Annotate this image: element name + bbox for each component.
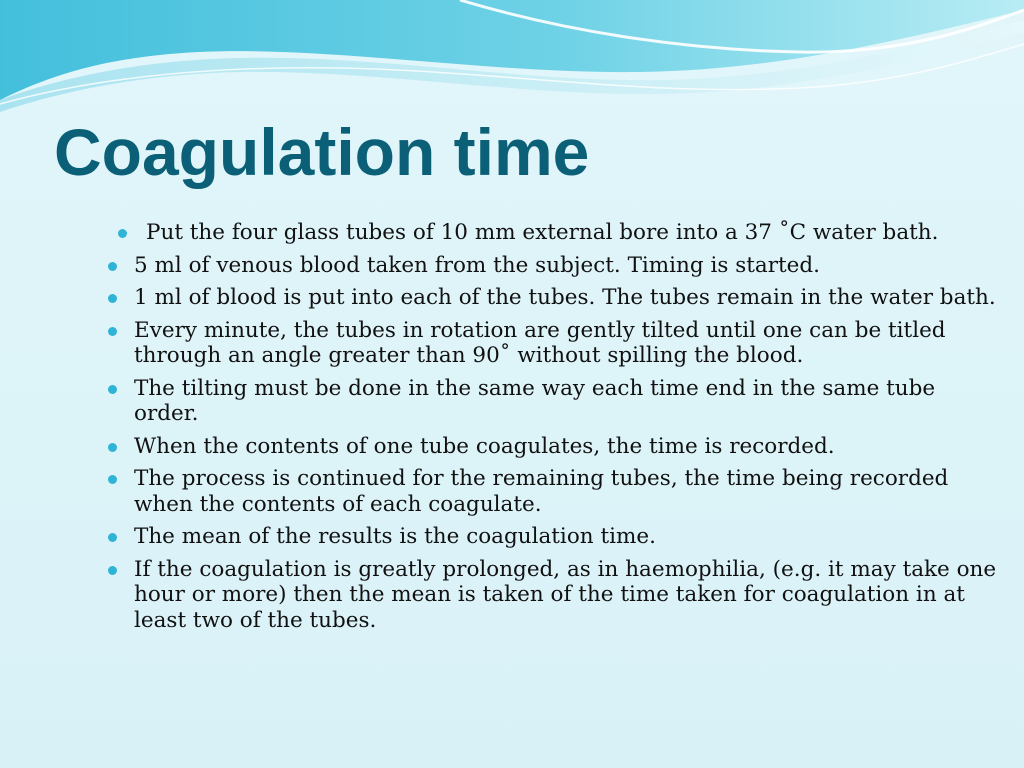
bullet-icon — [108, 475, 117, 484]
bullet-text: 1 ml of blood is put into each of the tubes. The tubes remain in the water bath. — [134, 285, 996, 310]
bullet-item — [104, 318, 1004, 369]
bullet-item — [104, 376, 1004, 427]
bullet-item — [104, 285, 1004, 311]
bullet-icon — [108, 294, 117, 303]
bullet-icon — [108, 385, 117, 394]
bullet-item — [104, 253, 1004, 279]
bullet-item — [104, 220, 1004, 246]
bullet-item — [104, 524, 1004, 550]
slide-title: Coagulation time — [54, 115, 590, 189]
header-wave-decoration — [0, 0, 1024, 120]
bullet-text: When the contents of one tube coagulates, the time is recorded. — [134, 433, 835, 459]
bullet-text: The mean of the results is the coagulation time. — [134, 524, 656, 549]
bullet-text: The process is continued for the remaining tubes, the time being recorded when the contents of each coagulate. — [134, 466, 949, 517]
bullet-text: If the coagulation is greatly prolonged, as in haemophilia, (e.g. it may take one hour or more) then the mean is taken of the time taken for coagulation in at least two of the tubes. — [134, 556, 997, 633]
bullet-item — [104, 557, 1004, 634]
bullet-icon — [108, 327, 117, 336]
bullet-text: 5 ml of venous blood taken from the subject. Timing is started. — [134, 252, 820, 278]
bullet-list — [104, 220, 1004, 640]
bullet-icon — [108, 262, 117, 271]
bullet-icon — [108, 566, 117, 575]
bullet-item — [104, 434, 1004, 460]
bullet-item — [104, 466, 1004, 517]
bullet-icon — [108, 533, 117, 542]
bullet-text: Put the four glass tubes of 10 mm external bore into a 37 ˚C water bath. — [146, 220, 939, 245]
bullet-icon — [108, 443, 117, 452]
bullet-icon — [118, 229, 127, 238]
bullet-text: Every minute, the tubes in rotation are gently tilted until one can be titled through an angle greater than 90˚ without spilling the blood. — [134, 317, 946, 368]
bullet-text: The tilting must be done in the same way each time end in the same tube order. — [134, 375, 936, 426]
